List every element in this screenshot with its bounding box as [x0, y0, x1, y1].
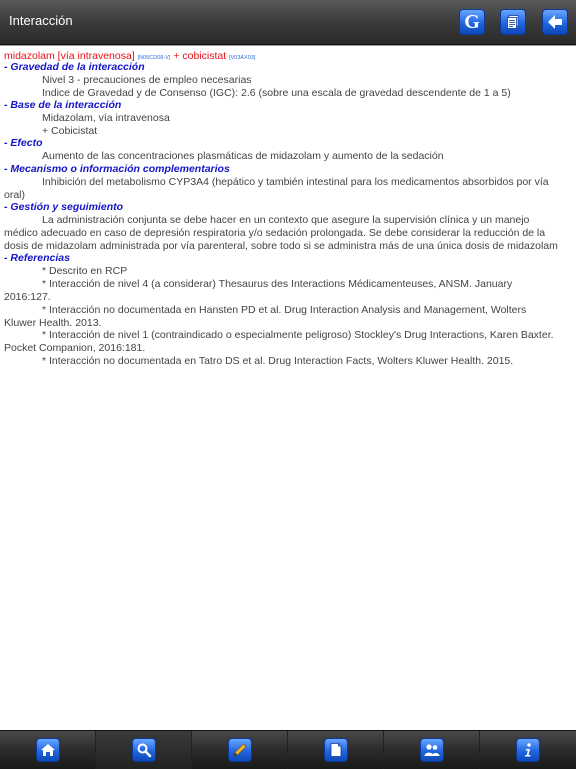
home-icon — [36, 738, 60, 762]
tab-users[interactable] — [384, 731, 480, 769]
tab-search[interactable] — [96, 731, 192, 769]
severity-line: Indice de Gravedad y de Consenso (IGC): 2.6 (sobre una escala de gravedad descendente de 1 a 5) — [42, 87, 511, 99]
page-title: Interacción — [9, 13, 73, 28]
basis-heading: - Base de la interacción — [4, 99, 122, 111]
tab-edit[interactable] — [192, 731, 288, 769]
drug-2-name: cobicistat — [182, 50, 227, 62]
reference-line: 2016:127. — [4, 291, 51, 303]
tab-document[interactable] — [288, 731, 384, 769]
reference-line: Pocket Companion, 2016:181. — [4, 342, 146, 354]
info-icon — [516, 738, 540, 762]
drug-1-code: [N05CD08-V] — [137, 55, 171, 61]
mechanism-heading: - Mecanismo o información complementarios — [4, 163, 230, 175]
arrow-left-icon — [546, 13, 564, 31]
reference-line: * Interacción no documentada en Tatro DS et al. Drug Interaction Facts, Wolters Kluwer Health. 2015. — [42, 355, 514, 367]
mechanism-line: oral) — [4, 189, 26, 201]
references-heading: - Referencias — [4, 252, 70, 264]
reference-line: Kluwer Health. 2013. — [4, 317, 102, 329]
pencil-icon — [228, 738, 252, 762]
severity-line: Nivel 3 - precauciones de empleo necesarias — [42, 74, 252, 86]
reference-line: * Interacción de nivel 1 (contraindicado o especialmente peligroso) Stockley's Drug Interactions, Karen Baxter. — [42, 329, 554, 341]
interaction-detail — [0, 45, 576, 730]
drug-2-code: [V03AX03] — [229, 55, 256, 61]
document-icon — [324, 738, 348, 762]
drug-1-name: midazolam [vía intravenosa] — [4, 50, 135, 62]
basis-line: + Cobicistat — [42, 125, 98, 137]
reference-line: * Interacción de nivel 4 (a considerar) Thesaurus des Interactions Médicamenteuses, ANSM. January — [42, 278, 513, 290]
plus-sign: + — [173, 50, 180, 62]
reference-line: * Interacción no documentada en Hansten PD et al. Drug Interaction Analysis and Management, Wolters — [42, 304, 527, 316]
back-button[interactable] — [542, 9, 568, 35]
basis-line: Midazolam, vía intravenosa — [42, 112, 170, 124]
google-g-icon: G — [464, 11, 480, 33]
management-line: médico adecuado en caso de depresión respiratoria y/o sedación prolongada. Se debe considerar la reducción de la — [4, 227, 546, 239]
effect-line: Aumento de las concentraciones plasmáticas de midazolam y aumento de la sedación — [42, 150, 444, 162]
effect-heading: - Efecto — [4, 137, 43, 149]
management-line: dosis de midazolam administrada por vía parenteral, sobre todo si se administra más de una única dosis de midazolam — [4, 240, 558, 252]
documents-icon — [505, 14, 521, 30]
severity-heading: - Gravedad de la interacción — [4, 61, 145, 73]
users-icon — [420, 738, 444, 762]
google-search-button[interactable] — [459, 9, 485, 35]
navigation-bar — [0, 0, 576, 45]
management-heading: - Gestión y seguimiento — [4, 201, 124, 213]
management-line: La administración conjunta se debe hacer en un contexto que asegure la supervisión clínica y un manejo — [42, 214, 530, 226]
document-button[interactable] — [500, 9, 526, 35]
tab-bar — [0, 730, 576, 769]
tab-home[interactable] — [0, 731, 96, 769]
search-icon — [132, 738, 156, 762]
mechanism-line: Inhibición del metabolismo CYP3A4 (hepático y también intestinal para los medicamentos absorbidos por vía — [42, 176, 549, 188]
reference-line: * Descrito en RCP — [42, 265, 128, 277]
tab-info[interactable] — [480, 731, 576, 769]
